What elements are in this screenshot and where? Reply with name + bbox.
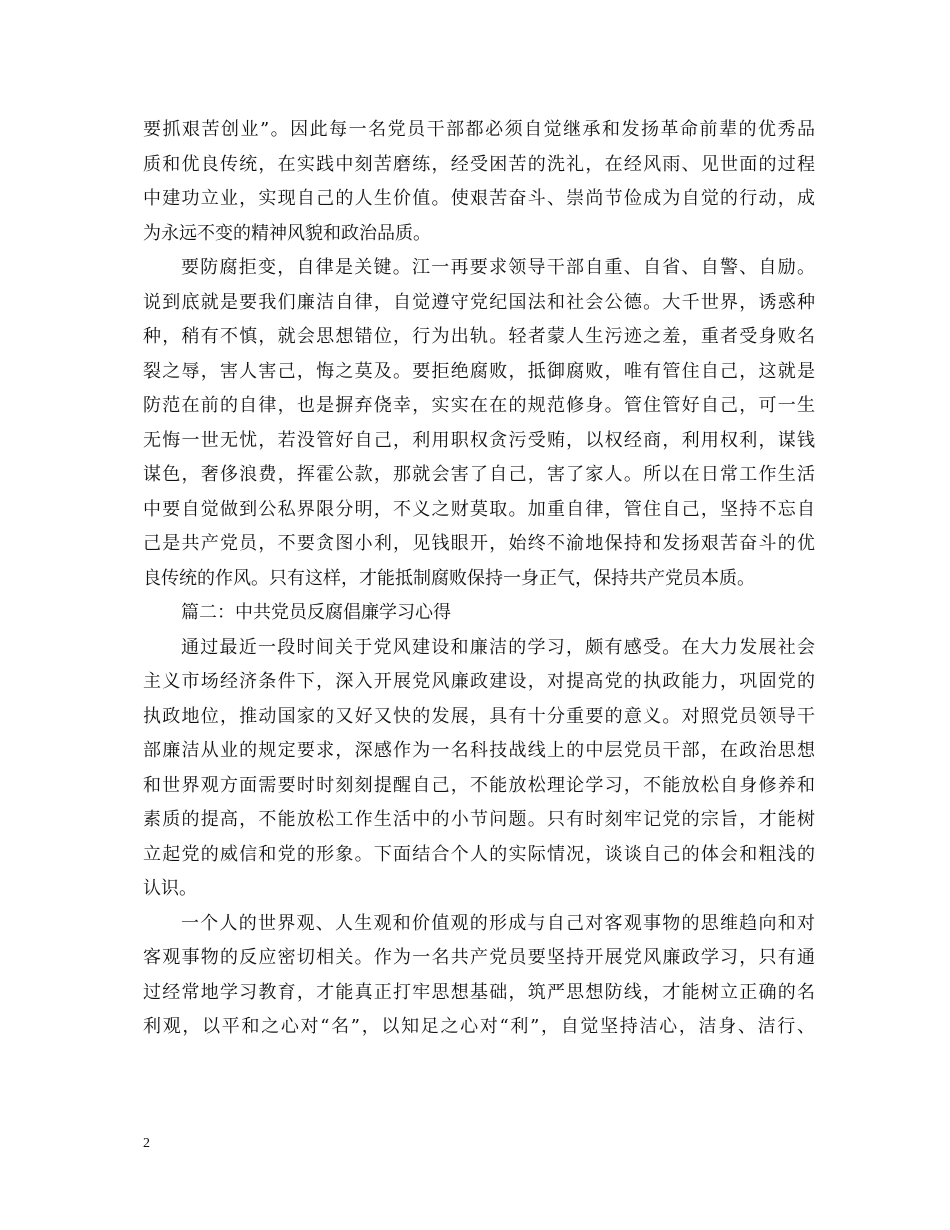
text-line: 执政地位，推动国家的又好又快的发展，具有十分重要的意义。对照党员领导干 xyxy=(143,705,815,727)
text-line: 一个人的世界观、人生观和价值观的形成与自己对客观事物的思维趋向和对 xyxy=(181,912,815,934)
text-line: 无悔一世无忧，若没管好自己，利用职权贪污受贿，以权经商，利用权利，谋钱 xyxy=(143,429,815,451)
text-line: 部廉洁从业的规定要求，深感作为一名科技战线上的中层党员干部，在政治思想 xyxy=(143,740,815,761)
text-line: 要防腐拒变，自律是关键。江一再要求领导干部自重、自省、自警、自励。 xyxy=(181,257,815,278)
text-line: 防范在前的自律，也是摒弃侥幸，实实在在的规范修身。管住管好自己，可一生 xyxy=(143,395,815,416)
text-line: 己是共产党员，不要贪图小利，见钱眼开，始终不渝地保持和发扬艰苦奋斗的优 xyxy=(143,533,815,554)
text-line: 谋色，奢侈浪费，挥霍公款，那就会害了自己，害了家人。所以在日常工作生活 xyxy=(143,464,815,485)
text-line: 过经常地学习教育，才能真正打牢思想基础，筑严思想防线，才能树立正确的名 xyxy=(143,981,815,1003)
text-line: 主义市场经济条件下，深入开展党风廉政建设，对提高党的执政能力，巩固党的 xyxy=(143,671,815,692)
text-line: 为永远不变的精神风貌和政治品质。 xyxy=(143,222,431,244)
text-line: 通过最近一段时间关于党风建设和廉洁的学习，颇有感受。在大力发展社会 xyxy=(181,636,815,658)
text-line: 裂之辱，害人害己，悔之莫及。要拒绝腐败，抵御腐败，唯有管住自己，这就是 xyxy=(143,360,815,382)
document-body xyxy=(143,113,815,1045)
text-line: 素质的提高，不能放松工作生活中的小节问题。只有时刻牢记党的宗旨，才能树 xyxy=(143,809,815,830)
text-line: 认识。 xyxy=(143,878,197,899)
text-line: 良传统的作风。只有这样，才能抵制腐败保持一身正气，保持共产党员本质。 xyxy=(143,567,755,589)
text-line: 要抓艰苦创业”。因此每一名党员干部都必须自觉继承和发扬革命前辈的优秀品 xyxy=(143,119,815,140)
text-line: 中建功立业，实现自己的人生价值。使艰苦奋斗、崇尚节俭成为自觉的行动，成 xyxy=(143,188,815,209)
text-line: 立起党的威信和党的形象。下面结合个人的实际情况，谈谈自己的体会和粗浅的 xyxy=(143,843,815,865)
text-line: 说到底就是要我们廉洁自律，自觉遵守党纪国法和社会公德。大千世界，诱惑种 xyxy=(143,291,815,313)
text-line: 中要自觉做到公私界限分明，不义之财莫取。加重自律，管住自己，坚持不忘自 xyxy=(143,498,815,520)
text-line: 种，稍有不慎，就会思想错位，行为出轨。轻者蒙人生污迹之羞，重者受身败名 xyxy=(143,326,815,347)
page-number: 2 xyxy=(143,1136,150,1151)
section-heading: 篇二：中共党员反腐倡廉学习心得 xyxy=(181,602,451,623)
text-line: 客观事物的反应密切相关。作为一名共产党员要坚持开展党风廉政学习，只有通 xyxy=(143,947,815,968)
text-line: 利观，以平和之心对“名”，以知足之心对“利”，自觉坚持洁心，洁身、洁行、 xyxy=(143,1016,815,1037)
text-line: 质和优良传统，在实践中刻苦磨练，经受困苦的洗礼，在经风雨、见世面的过程 xyxy=(143,153,815,175)
text-line: 和世界观方面需要时时刻刻提醒自己，不能放松理论学习，不能放松自身修养和 xyxy=(143,774,815,796)
